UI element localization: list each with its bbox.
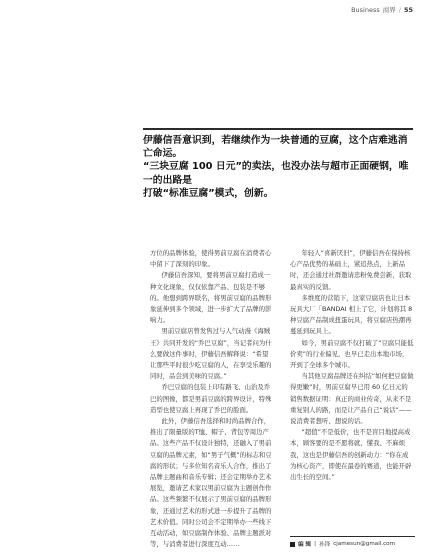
lead-quote: 伊藤信吾意识到，若继续作为一块普通的豆腐，这个店难逃消亡命运。 “三块豆腐 100 日元”的卖法，也没办法与超市正面硬钢，唯一的出路是 打破“标准豆腐”模式，创新。 — [143, 135, 409, 199]
paragraph: 方位的品牌体验，使得男前豆腐在消费者心中留下了深刻的印象。 — [150, 249, 272, 269]
page-header — [351, 5, 413, 14]
editor-email: cjamesun@gmail.com — [333, 541, 396, 547]
header-separator: / — [398, 5, 401, 14]
paragraph: 男前豆腐店曾发售过与人气动漫《海贼王》共同开发的“乔巴豆腐”，当记者问为什么要做这件事时，伊藤信吾解释说：“希望让那些平时很少吃豆腐的人，在享受乐趣的同时，品尝到美味的豆腐。” — [150, 327, 272, 381]
body-column-right — [290, 248, 414, 483]
paragraph: 如今，男前豆腐不仅打破了“豆腐只能低价卖”的行业偏见，也早已走出本地市场，开到了全球多个城市。 — [290, 338, 414, 370]
section-name: Business — [351, 5, 380, 14]
header-photo-area — [0, 0, 427, 122]
editor-name: 孙锋 — [319, 542, 331, 548]
editor-label: 编 辑 — [298, 542, 312, 548]
column-name: 商界 — [382, 6, 396, 14]
paragraph: 乔巴豆腐的包装上印有路飞、山治及乔巴的图像，都是男前豆腐的跨界设计，特殊造型也使豆腐上再现了乔巴的脸面。 — [150, 383, 272, 414]
paragraph: 此外，伊藤信吾选择和时尚品牌合作，推出了限量版的T恤、帽子、背包等周边产品。这些产品不仅设计独特，还融入了男前豆腐的品牌元素，如“男子气概”的标志和豆腐的形状；与多位知名音乐人合作，推出了品牌主题曲和音乐专辑；还会定期举办艺术展览，邀请艺术家以男前豆腐为主题创作作品。这些频繁不仅展示了男前豆腐的品牌形象，还通过艺术的形式进一步提升了品牌的艺术价值。同时公司会不定期举办一些线下互动活动，如豆腐制作体验、品牌主题派对等，与消费者进行深度互动…… — [150, 417, 272, 549]
paragraph: 伊藤信吾深知，要将男前豆腐打造成一种文化现象，仅仅依靠产品、包装是不够的。他想到跨界联名，将男前豆腐的品牌形象延伸到多个领域，进一步扩大了品牌的影响力。 — [150, 271, 272, 325]
editor-credit — [290, 536, 415, 548]
lead-block — [143, 128, 413, 200]
paragraph: “超值”不是低价，也不是盲目地提高成本，顾客要的是不愿将就、懂我、不麻烦我，这也是伊藤信吾的创新动力：“你在成为核心资产，即使在最卷的赛道，也能开辟出生长的空间。” — [290, 428, 412, 482]
credit-separator: | — [314, 541, 317, 547]
square-icon — [290, 542, 295, 547]
paragraph: 多维度的营销下，这家豆腐店也让日本玩具大厂「BANDAI 相上了它，计划将其 8 种豆腐产品制成扭蛋玩具，将豆腐店热潮再蔓延到玩具上。 — [290, 293, 413, 336]
body-column-left — [150, 248, 274, 550]
paragraph: 当其他豆腐品牌还在纠结“如何把豆腐做得更嫩”时，男前豆腐早已用 60 亿日元的销售数据证明：真正的商业传奇，从来不是重复别人的路，而是让产品自己“说话”——说消费者想听、想说的话。 — [290, 372, 414, 426]
paragraph: 年轻人“喜新厌旧”，伊藤信吾在保持核心产品优势的基础上，紧追热点，上新品时，还会通过社群邀请忠粉免费尝新，获取最真实的反馈。 — [290, 249, 412, 291]
page-number: 55 — [403, 5, 413, 14]
